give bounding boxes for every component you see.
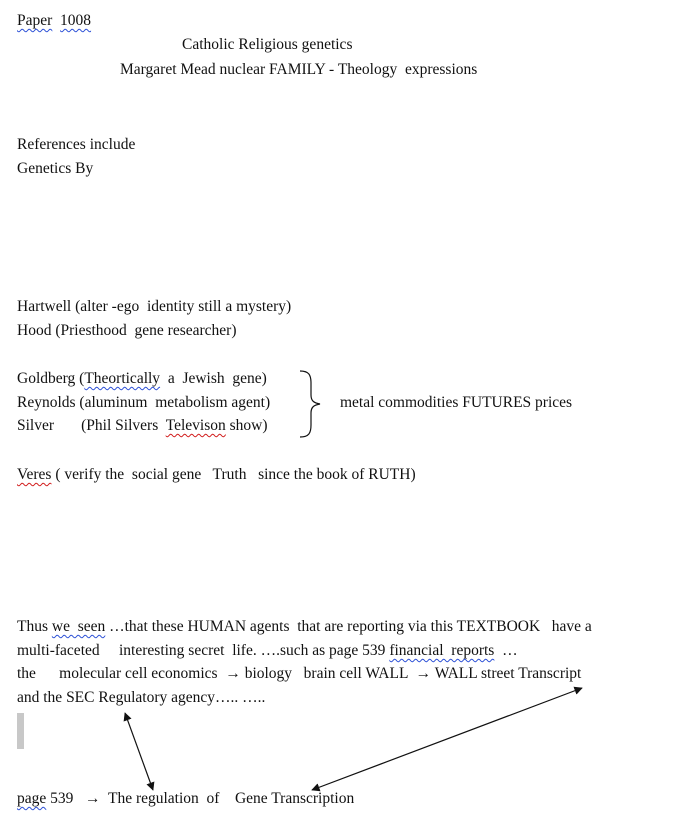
author-silver bbox=[17, 416, 268, 436]
veres-name: Veres bbox=[17, 466, 52, 483]
footer-rest: The regulation of Gene Transcription bbox=[100, 790, 355, 807]
selection-bar bbox=[17, 713, 24, 749]
document-subtitle: Margaret Mead nuclear FAMILY - Theology expressions bbox=[120, 61, 478, 78]
goldberg-suffix: a Jewish gene) bbox=[160, 370, 267, 387]
footer-page-number: 539 bbox=[46, 790, 86, 807]
paragraph-line-2 bbox=[17, 641, 518, 661]
goldberg-flagged-word: Theortically bbox=[84, 370, 161, 387]
paper-label bbox=[17, 11, 91, 31]
author-reynolds: Reynolds (aluminum metabolism agent) bbox=[17, 394, 271, 411]
right-arrow-icon: → bbox=[225, 665, 241, 682]
paper-label-word: Paper bbox=[17, 12, 53, 29]
paper-label-number: 1008 bbox=[60, 12, 92, 29]
p3-end: WALL street Transcript bbox=[431, 665, 582, 682]
references-intro: References include bbox=[17, 136, 136, 153]
p2-rest: … bbox=[494, 642, 518, 659]
goldberg-prefix: Goldberg ( bbox=[17, 370, 85, 387]
p3-mid: biology brain cell WALL bbox=[240, 665, 416, 682]
author-hood: Hood (Priesthood gene researcher) bbox=[17, 322, 237, 339]
paragraph-line-1 bbox=[17, 617, 592, 637]
author-veres bbox=[17, 465, 416, 485]
author-goldberg bbox=[17, 369, 267, 389]
silver-misspelled-word: Televison bbox=[165, 417, 226, 434]
paragraph-line-3 bbox=[17, 664, 581, 684]
silver-suffix: show) bbox=[225, 417, 268, 434]
paragraph-line-4: and the SEC Regulatory agency….. ….. bbox=[17, 689, 266, 706]
p1-start: Thus bbox=[17, 618, 52, 635]
double-arrow-line bbox=[125, 713, 153, 790]
p1-flagged: we seen bbox=[51, 618, 106, 635]
p3-start: the molecular cell economics bbox=[17, 665, 226, 682]
p2-start: multi-faceted interesting secret life. ….such as page 539 bbox=[17, 642, 390, 659]
right-arrow-icon: → bbox=[85, 790, 101, 807]
right-curly-brace bbox=[300, 371, 320, 437]
author-hartwell: Hartwell (alter -ego identity still a mystery) bbox=[17, 298, 292, 315]
footer-line bbox=[17, 789, 354, 809]
document-title: Catholic Religious genetics bbox=[182, 36, 353, 53]
paper-label-space bbox=[52, 12, 60, 29]
bracket-note: metal commodities FUTURES prices bbox=[340, 394, 573, 411]
double-arrow-line bbox=[312, 688, 582, 790]
genetics-by: Genetics By bbox=[17, 160, 94, 177]
veres-description: ( verify the social gene Truth since the book of RUTH) bbox=[51, 466, 416, 483]
right-arrow-icon: → bbox=[415, 665, 432, 682]
silver-prefix: Silver (Phil Silvers bbox=[17, 417, 166, 434]
p1-rest: …that these HUMAN agents that are reporting via this TEXTBOOK have a bbox=[105, 618, 592, 635]
footer-page-word: page bbox=[17, 790, 47, 807]
p2-flagged: financial reports bbox=[389, 642, 495, 659]
